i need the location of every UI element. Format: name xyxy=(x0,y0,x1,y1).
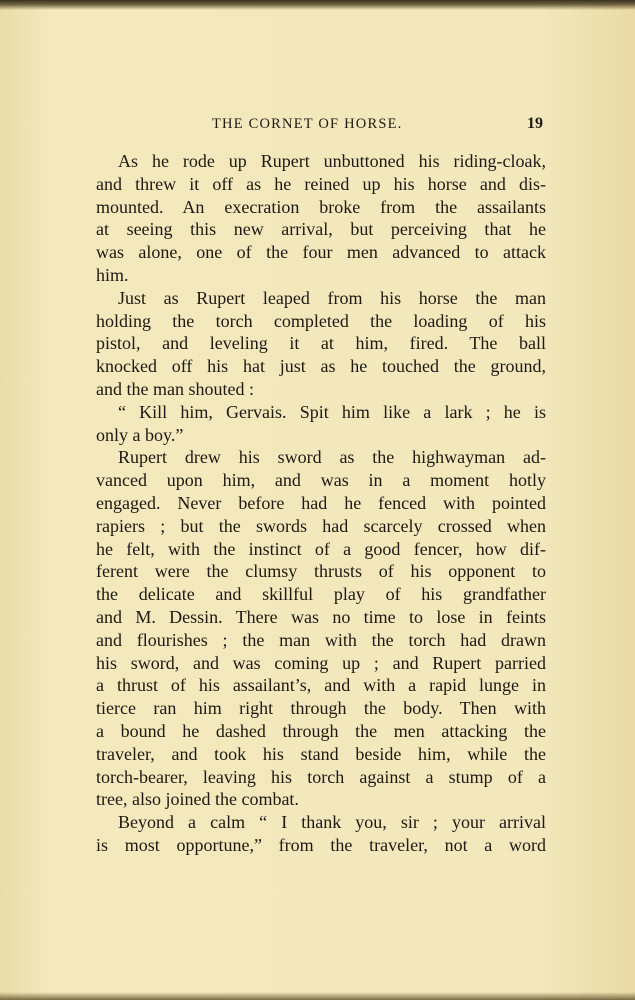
page-number: 19 xyxy=(527,115,543,132)
text-line: a bound he dashed through the men attacking the xyxy=(96,720,546,741)
text-line: pistol, and leveling it at him, fired. The ball xyxy=(96,333,546,354)
text-line: at seeing this new arrival, but perceiving that he xyxy=(96,219,546,240)
text-line: his sword, and was coming up ; and Rupert parried xyxy=(96,652,546,673)
text-line: knocked off his hat just as he touched the ground, xyxy=(96,356,546,377)
running-head xyxy=(96,116,546,136)
text-line: “ Kill him, Gervais. Spit him like a lark ; he is xyxy=(118,401,546,422)
text-line: mounted. An execration broke from the assailants xyxy=(96,196,546,217)
text-line: him. xyxy=(96,264,129,285)
text-line: Rupert drew his sword as the highwayman ad- xyxy=(118,447,546,468)
text-line: and the man shouted : xyxy=(96,378,254,399)
text-line: is most opportune,” from the traveler, not a word xyxy=(96,834,546,855)
running-title: THE CORNET OF HORSE. xyxy=(212,116,403,132)
text-line: and threw it off as he reined up his horse and dis- xyxy=(96,173,546,194)
text-line: ferent were the clumsy thrusts of his opponent to xyxy=(96,561,546,582)
text-line: vanced upon him, and was in a moment hotly xyxy=(96,470,546,491)
text-line: and M. Dessin. There was no time to lose in feints xyxy=(96,606,546,627)
text-line: he felt, with the instinct of a good fencer, how dif- xyxy=(96,538,546,559)
text-line: was alone, one of the four men advanced to attack xyxy=(96,242,546,263)
text-line: and flourishes ; the man with the torch had drawn xyxy=(96,629,546,650)
text-line: Just as Rupert leaped from his horse the man xyxy=(118,287,546,308)
text-line: traveler, and took his stand beside him, while the xyxy=(96,743,546,764)
text-line: holding the torch completed the loading of his xyxy=(96,310,546,331)
text-line: As he rode up Rupert unbuttoned his riding-cloak, xyxy=(118,151,546,171)
text-line: tree, also joined the combat. xyxy=(96,789,299,810)
text-line: torch-bearer, leaving his torch against a stump of a xyxy=(96,766,546,787)
text-line: Beyond a calm “ I thank you, sir ; your arrival xyxy=(118,812,546,833)
page-top-edge xyxy=(0,0,635,10)
body-text xyxy=(96,150,546,857)
text-line: rapiers ; but the swords had scarcely crossed when xyxy=(96,515,546,536)
text-line: engaged. Never before had he fenced with pointed xyxy=(96,492,546,513)
page-bottom-edge xyxy=(0,992,635,1000)
text-line: a thrust of his assailant’s, and with a rapid lunge in xyxy=(96,675,546,696)
text-line: the delicate and skillful play of his grandfather xyxy=(96,584,546,605)
text-line: only a boy.” xyxy=(96,424,184,445)
text-line: tierce ran him right through the body. Then with xyxy=(96,698,546,719)
